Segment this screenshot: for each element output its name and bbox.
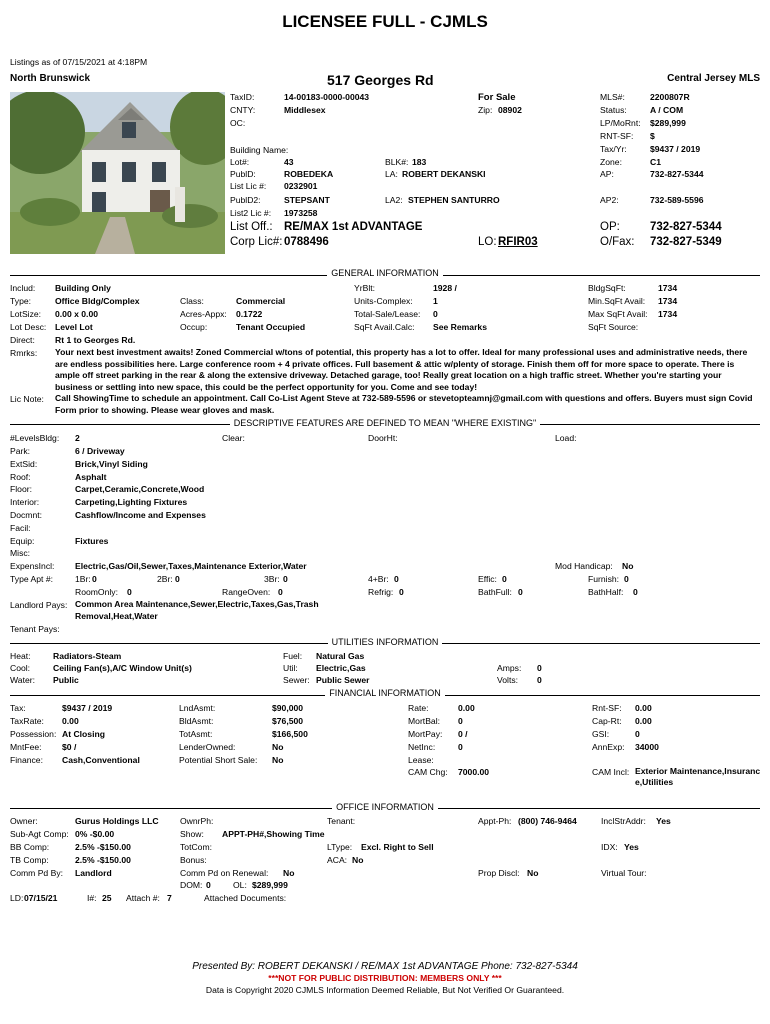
ofax-label: O/Fax: — [600, 236, 635, 248]
load-label: Load: — [555, 433, 577, 443]
mortbal-value: 0 — [458, 716, 463, 726]
extsid-value: Brick,Vinyl Siding — [75, 459, 148, 469]
lotdesc-label: Lot Desc: — [10, 322, 47, 332]
cnty-label: CNTY: — [230, 105, 256, 115]
status-label: Status: — [600, 105, 627, 115]
publd2-label: PublD2: — [230, 195, 261, 205]
rmrks-label: Rmrks: — [10, 348, 38, 358]
rnt-sf-label: RNT-SF: — [600, 131, 634, 141]
commpd-label: Comm Pd By: — [10, 868, 64, 878]
attach-label: Attach #: — [126, 893, 160, 903]
netinc-value: 0 — [458, 742, 463, 752]
roomonly-value: 0 — [127, 587, 132, 597]
acres-label: Acres-Appx: — [180, 309, 227, 319]
furnish-label: Furnish: — [588, 574, 620, 584]
presented-by: Presented By: ROBERT DEKANSKI / RE/MAX 1st ADVANTAGE Phone: 732-827-5344 — [192, 961, 578, 972]
status-value: A / COM — [650, 105, 684, 115]
direct-value: Rt 1 to Georges Rd. — [55, 335, 136, 345]
tbcomp-label: TB Comp: — [10, 855, 49, 865]
roof-value: Asphalt — [75, 472, 107, 482]
br2-label: 2Br: — [157, 574, 173, 584]
type-value: Office Bldg/Complex — [55, 296, 140, 306]
ld-value: 07/15/21 — [24, 893, 58, 903]
ap2-label: AP2: — [600, 195, 619, 205]
bathhalf-label: BathHalf: — [588, 587, 624, 597]
utilities-section-title: UTILITIES INFORMATION — [0, 638, 770, 647]
expensincl-value: Electric,Gas/Oil,Sewer,Taxes,Maintenance Exterior,Water — [75, 561, 307, 571]
show-value: APPT-PH#,Showing Time — [222, 829, 325, 839]
lenderowned-label: LenderOwned: — [179, 742, 236, 752]
mortpay-label: MortPay: — [408, 729, 443, 739]
taxid-label: TaxID: — [230, 92, 255, 102]
direct-label: Direct: — [10, 335, 35, 345]
lotsize-value: 0.00 x 0.00 — [55, 309, 99, 319]
sqftavail-value: See Remarks — [433, 322, 487, 332]
publd-label: PublD: — [230, 169, 256, 179]
subagt-label: Sub-Agt Comp: — [10, 829, 69, 839]
occup-value: Tenant Occupied — [236, 322, 306, 332]
la2-label: LA2: — [385, 195, 403, 205]
includ-label: Includ: — [10, 283, 36, 293]
fin-rntsf-value: 0.00 — [635, 703, 652, 713]
commpd-value: Landlord — [75, 868, 112, 878]
caprt-label: Cap-Rt: — [592, 716, 622, 726]
br4-label: 4+Br: — [368, 574, 389, 584]
zone-label: Zone: — [600, 157, 622, 167]
cnty-value: Middlesex — [284, 105, 326, 115]
docmnt-label: Docmnt: — [10, 510, 42, 520]
maxsqft-label: Max SqFt Avail: — [588, 309, 648, 319]
lot-value: 43 — [284, 157, 294, 167]
ofax-value: 732-827-5349 — [650, 236, 722, 248]
idx-label: IDX: — [601, 842, 618, 852]
lndasmt-value: $90,000 — [272, 703, 304, 713]
park-value: 6 / Driveway — [75, 446, 125, 456]
totcom-label: TotCom: — [180, 842, 212, 852]
class-label: Class: — [180, 296, 204, 306]
water-value: Public — [53, 675, 79, 685]
list2-lic-label: List2 Lic #: — [230, 208, 272, 218]
sqftavail-label: SqFt Avail.Calc: — [354, 322, 415, 332]
zip-label: Zip: — [478, 105, 493, 115]
landlord-label: Landlord Pays: — [10, 600, 68, 610]
bldasmt-value: $76,500 — [272, 716, 304, 726]
rangeoven-value: 0 — [278, 587, 283, 597]
fuel-value: Natural Gas — [316, 651, 365, 661]
remarks-text: Your next best investment awaits! Zoned Commercial w/tons of potential, this property has a lot to offer. Ideal for many professional uses and administrative needs, there are endless possibilities here. Large conference room + 4 private offices. Full basement & attic w/plenty of storage. Finish them off for more space to operate. There is ample off street parking in the rear & along the extensive driveway. Detached garage, too! Really great location on a high traffic street. Whether you're starting your business or settling into new space, this could be the perfect opportunity for you. Come and see today! — [55, 347, 748, 392]
br4-value: 0 — [394, 574, 399, 584]
mntfee-value: $0 / — [62, 742, 77, 752]
volts-label: Volts: — [497, 675, 519, 685]
propdiscl-label: Prop Discl: — [478, 868, 520, 878]
not-public-notice: ***NOT FOR PUBLIC DISTRIBUTION: MEMBERS ONLY *** — [268, 973, 502, 983]
camincl-label: CAM Incl: — [592, 767, 630, 777]
op-value: 732-827-5344 — [650, 221, 722, 233]
taxid-value: 14-00183-0000-00043 — [284, 92, 370, 102]
annexp-label: AnnExp: — [592, 742, 625, 752]
yrblt-label: YrBlt: — [354, 283, 376, 293]
ld-label: LD: — [10, 893, 24, 903]
lease-label: Lease: — [408, 755, 434, 765]
type-label: Type: — [10, 296, 32, 306]
bldgsqft-value: 1734 — [658, 283, 678, 293]
blk-value: 183 — [412, 157, 427, 167]
lotdesc-value: Level Lot — [55, 322, 93, 332]
bldgsqft-label: BldgSqFt: — [588, 283, 626, 293]
attach-value: 7 — [167, 893, 172, 903]
modhandicap-value: No — [622, 561, 634, 571]
class-value: Commercial — [236, 296, 286, 306]
bldasmt-label: BldAsmt: — [179, 716, 214, 726]
camchg-label: CAM Chg: — [408, 767, 448, 777]
ap2-value: 732-589-5596 — [650, 195, 704, 205]
subagt-value: 0% -$0.00 — [75, 829, 115, 839]
floor-value: Carpet,Ceramic,Concrete,Wood — [75, 484, 205, 494]
netinc-label: NetInc: — [408, 742, 436, 752]
blk-label: BLK#: — [385, 157, 409, 167]
typeapt-label: Type Apt #: — [10, 574, 53, 584]
list-lic-label: List Lic #: — [230, 181, 267, 191]
lot-label: Lot#: — [230, 157, 250, 167]
minsqft-value: 1734 — [658, 296, 678, 306]
rate-value: 0.00 — [458, 703, 475, 713]
commrenewal-label: Comm Pd on Renewal: — [180, 868, 269, 878]
fin-rntsf-label: Rnt-SF: — [592, 703, 622, 713]
corp-lic-label: Corp Lic#: — [230, 236, 283, 248]
finance-value: Cash,Conventional — [62, 755, 140, 765]
lo-label: LO: — [478, 236, 497, 248]
totalsale-label: Total-Sale/Lease: — [354, 309, 421, 319]
finance-label: Finance: — [10, 755, 43, 765]
maxsqft-value: 1734 — [658, 309, 678, 319]
tax-label: Tax: — [10, 703, 26, 713]
roof-label: Roof: — [10, 472, 31, 482]
commrenewal-value: No — [283, 868, 295, 878]
publd2-value: STEPSANT — [284, 195, 330, 205]
br1-value: 0 — [92, 574, 97, 584]
inclstraddr-value: Yes — [656, 816, 671, 826]
util-label: Util: — [283, 663, 298, 673]
shortsale-value: No — [272, 755, 284, 765]
apptph-value: (800) 746-9464 — [518, 816, 577, 826]
interior-value: Carpeting,Lighting Fixtures — [75, 497, 188, 507]
ap-value: 732-827-5344 — [650, 169, 704, 179]
levels-value: 2 — [75, 433, 80, 443]
cool-label: Cool: — [10, 663, 31, 673]
rangeoven-label: RangeOven: — [222, 587, 271, 597]
ol-label: OL: — [233, 880, 247, 890]
lic-note-text: Call ShowingTime to schedule an appointment. Call Co-List Agent Steve at 732-589-5596 or stevetopteamnj@gmail.com with questions and offers. Buyers must sign Covid Form prior to showing. Please wear gloves and mask. — [55, 393, 753, 415]
facil-label: Facil: — [10, 523, 31, 533]
la-value: ROBERT DEKANSKI — [402, 169, 486, 179]
heat-label: Heat: — [10, 651, 31, 661]
ap-label: AP: — [600, 169, 614, 179]
volts-value: 0 — [537, 675, 542, 685]
taxrate-label: TaxRate: — [10, 716, 44, 726]
roomonly-label: RoomOnly: — [75, 587, 118, 597]
sewer-value: Public Sewer — [316, 675, 370, 685]
mortpay-value: 0 / — [458, 729, 468, 739]
heat-value: Radiators-Steam — [53, 651, 122, 661]
sale-type: For Sale — [478, 92, 516, 103]
totasmt-value: $166,500 — [272, 729, 308, 739]
expensincl-label: ExpensIncl: — [10, 561, 55, 571]
tenant-label: Tenant: — [327, 816, 356, 826]
zone-value: C1 — [650, 157, 661, 167]
park-label: Park: — [10, 446, 31, 456]
gsi-label: GSI: — [592, 729, 610, 739]
amps-value: 0 — [537, 663, 542, 673]
br3-label: 3Br: — [264, 574, 280, 584]
acres-value: 0.1722 — [236, 309, 263, 319]
tax-yr-label: Tax/Yr: — [600, 144, 627, 154]
general-section-title: GENERAL INFORMATION — [0, 269, 770, 278]
cool-value: Ceiling Fan(s),A/C Window Unit(s) — [53, 663, 192, 673]
la-label: LA: — [385, 169, 398, 179]
lotsize-label: LotSize: — [10, 309, 42, 319]
units-value: 1 — [433, 296, 438, 306]
building-name-label: Building Name: — [230, 145, 289, 155]
owner-value: Gurus Holdings LLC — [75, 816, 159, 826]
aca-value: No — [352, 855, 364, 865]
list-lic-value: 0232901 — [284, 181, 318, 191]
effic-label: Effic: — [478, 574, 497, 584]
lo-value[interactable]: RFIR03 — [498, 236, 538, 248]
inum-value: 25 — [102, 893, 112, 903]
misc-label: Misc: — [10, 548, 31, 558]
possession-label: Possession: — [10, 729, 57, 739]
occup-label: Occup: — [180, 322, 208, 332]
list2-lic-value: 1973258 — [284, 208, 318, 218]
water-label: Water: — [10, 675, 35, 685]
br1-label: 1Br: — [75, 574, 91, 584]
br3-value: 0 — [283, 574, 288, 584]
mls-value: 2200807R — [650, 92, 690, 102]
mls-board: Central Jersey MLS — [667, 73, 760, 84]
refrig-value: 0 — [399, 587, 404, 597]
camincl-value: Exterior Maintenance,Insurance,Utilities — [635, 766, 761, 787]
bbcomp-label: BB Comp: — [10, 842, 50, 852]
show-label: Show: — [180, 829, 204, 839]
bonus-label: Bonus: — [180, 855, 207, 865]
list-office-value: RE/MAX 1st ADVANTAGE — [284, 221, 423, 233]
yrblt-value: 1928 / — [433, 283, 457, 293]
totalsale-value: 0 — [433, 309, 438, 319]
caprt-value: 0.00 — [635, 716, 652, 726]
rate-label: Rate: — [408, 703, 429, 713]
attached-documents-link[interactable]: Attached Documents: — [204, 893, 287, 903]
corp-lic-value: 0788496 — [284, 236, 329, 248]
idx-value: Yes — [624, 842, 639, 852]
mortbal-label: MortBal: — [408, 716, 440, 726]
mntfee-label: MntFee: — [10, 742, 42, 752]
taxrate-value: 0.00 — [62, 716, 79, 726]
list-office-label: List Off.: — [230, 221, 273, 233]
report-title: LICENSEE FULL - CJMLS — [282, 12, 488, 31]
aca-label: ACA: — [327, 855, 348, 865]
effic-value: 0 — [502, 574, 507, 584]
op-label: OP: — [600, 221, 620, 233]
equip-value: Fixtures — [75, 536, 109, 546]
refrig-label: Refrig: — [368, 587, 394, 597]
units-label: Units-Complex: — [354, 296, 413, 306]
lndasmt-label: LndAsmt: — [179, 703, 216, 713]
office-section-title: OFFICE INFORMATION — [0, 803, 770, 812]
furnish-value: 0 — [624, 574, 629, 584]
bathfull-value: 0 — [518, 587, 523, 597]
listings-as-of: Listings as of 07/15/2021 at 4:18PM — [10, 57, 148, 67]
totasmt-label: TotAsmt: — [179, 729, 213, 739]
inclstraddr-label: InclStrAddr: — [601, 816, 646, 826]
sqftsource-label: SqFt Source: — [588, 322, 639, 332]
tenant-pays-label: Tenant Pays: — [10, 624, 60, 634]
ownrph-label: OwnrPh: — [180, 816, 214, 826]
doorht-label: DoorHt: — [368, 433, 398, 443]
tax-value: $9437 / 2019 — [62, 703, 113, 713]
ltype-label: LType: — [327, 842, 353, 852]
clear-label: Clear: — [222, 433, 245, 443]
lenderowned-value: No — [272, 742, 284, 752]
equip-label: Equip: — [10, 536, 35, 546]
br2-value: 0 — [175, 574, 180, 584]
features-section-title: DESCRIPTIVE FEATURES ARE DEFINED TO MEAN "WHERE EXISTING" — [0, 419, 770, 428]
floor-label: Floor: — [10, 484, 32, 494]
docmnt-value: Cashflow/Income and Expenses — [75, 510, 206, 520]
lp-value: $289,999 — [650, 118, 686, 128]
publd-value: ROBEDEKA — [284, 169, 334, 179]
extsid-label: ExtSid: — [10, 459, 38, 469]
bathfull-label: BathFull: — [478, 587, 512, 597]
licnote-label: Lic Note: — [10, 394, 44, 404]
bbcomp-value: 2.5% -$150.00 — [75, 842, 131, 852]
annexp-value: 34000 — [635, 742, 659, 752]
zip-value: 08902 — [498, 105, 522, 115]
ltype-value: Excl. Right to Sell — [361, 842, 434, 852]
interior-label: Interior: — [10, 497, 40, 507]
inum-label: I#: — [87, 893, 97, 903]
dom-value: 0 — [206, 880, 211, 890]
town: North Brunswick — [10, 73, 91, 84]
possession-value: At Closing — [62, 729, 105, 739]
mls-label: MLS#: — [600, 92, 625, 102]
ol-value: $289,999 — [252, 880, 288, 890]
virtualtour-label: Virtual Tour: — [601, 868, 647, 878]
apptph-label: Appt-Ph: — [478, 816, 512, 826]
propdiscl-value: No — [527, 868, 539, 878]
fuel-label: Fuel: — [283, 651, 303, 661]
shortsale-label: Potential Short Sale: — [179, 755, 258, 765]
lp-label: LP/MoRnt: — [600, 118, 641, 128]
house-photo-image — [10, 92, 225, 254]
includ-value: Building Only — [55, 283, 111, 293]
property-photo — [10, 92, 225, 254]
property-address: 517 Georges Rd — [327, 72, 434, 88]
sewer-label: Sewer: — [283, 675, 310, 685]
dom-label: DOM: — [180, 880, 203, 890]
util-value: Electric,Gas — [316, 663, 366, 673]
gsi-value: 0 — [635, 729, 640, 739]
minsqft-label: Min.SqFt Avail: — [588, 296, 646, 306]
la2-value: STEPHEN SANTURRO — [408, 195, 500, 205]
levels-label: #LevelsBldg: — [10, 433, 60, 443]
rnt-sf-value: $ — [650, 131, 655, 141]
camchg-value: 7000.00 — [458, 767, 490, 777]
tbcomp-value: 2.5% -$150.00 — [75, 855, 131, 865]
financial-section-title: FINANCIAL INFORMATION — [0, 689, 770, 698]
copyright-notice: Data is Copyright 2020 CJMLS Information Deemed Reliable, But Not Verified Or Guaranteed. — [205, 985, 565, 995]
tax-yr-value: $9437 / 2019 — [650, 144, 701, 154]
amps-label: Amps: — [497, 663, 522, 673]
modhandicap-label: Mod Handicap: — [555, 561, 613, 571]
owner-label: Owner: — [10, 816, 38, 826]
bathhalf-value: 0 — [633, 587, 638, 597]
oc-label: OC: — [230, 118, 246, 128]
landlord-value: Common Area Maintenance,Sewer,Electric,Taxes,Gas,Trash Removal,Heat,Water — [75, 599, 319, 621]
